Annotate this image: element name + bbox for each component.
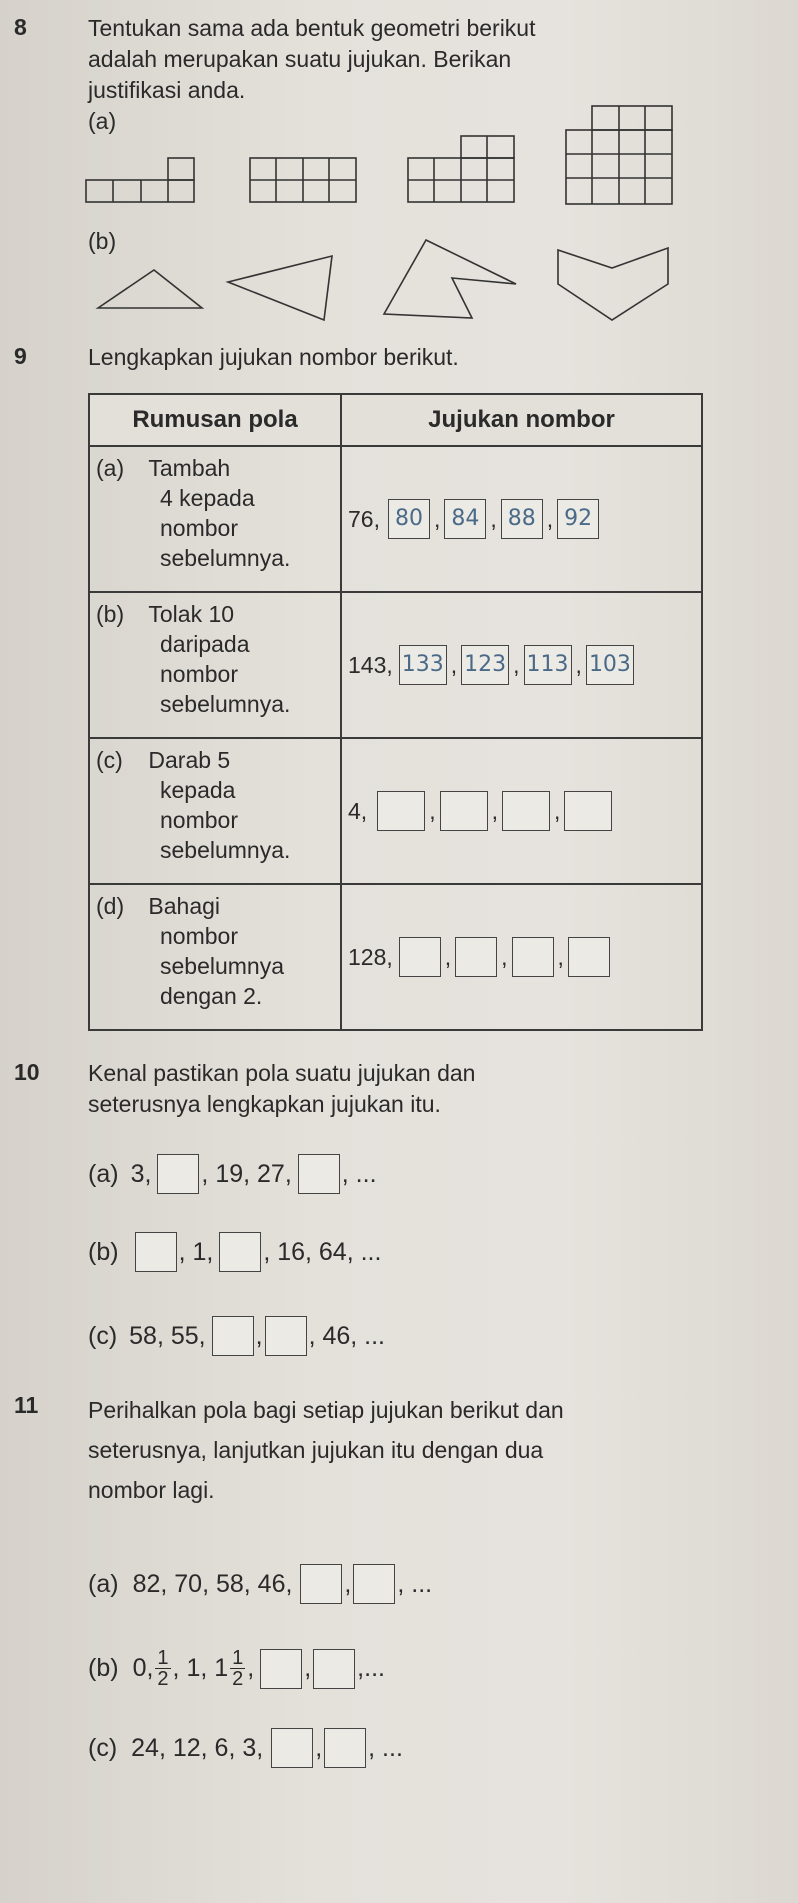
grid-shape-3 (408, 136, 516, 206)
question-9-text: Lengkapkan jujukan nombor berikut. (88, 344, 459, 370)
sequence-cell: 76, 80 , 84 , 88 , 92 (341, 446, 702, 592)
sequence-cell: 143, 133 , 123 , 113 , 103 (341, 592, 702, 738)
rule-line: sebelumnya. (160, 545, 291, 571)
table-row (89, 884, 702, 1030)
grid-shape-1 (86, 158, 198, 204)
rule-line: Tolak 10 (148, 601, 235, 627)
item-label: (b) (88, 1654, 119, 1682)
seq-text: , 16, 64, ... (263, 1237, 382, 1266)
answer-box[interactable] (455, 937, 497, 977)
answer-box[interactable] (300, 1564, 342, 1604)
q11-item-a: (a) 82, 70, 58, 46, , , ... (88, 1564, 432, 1604)
sequence-cell: 4, , , , (341, 738, 702, 884)
question-9-number: 9 (14, 343, 27, 369)
q10-item-c (88, 1316, 385, 1356)
q10-line-1: Kenal pastikan pola suatu jujukan dan (88, 1060, 476, 1086)
arrow-pentagon-shape (382, 238, 522, 322)
answer-box[interactable] (219, 1232, 261, 1272)
q8-part-a-label: (a) (88, 108, 117, 134)
seq-text: 0, (132, 1654, 154, 1682)
answer-box[interactable] (324, 1728, 366, 1768)
q11-line-1: Perihalkan pola bagi setiap jujukan berikut dan (88, 1397, 564, 1423)
row-part-label: (c) (96, 747, 123, 773)
question-8-text (88, 13, 536, 106)
rule-cell (89, 592, 341, 738)
rule-line: sebelumnya (160, 953, 285, 979)
answer-box[interactable]: 123 (461, 645, 509, 685)
answer-box[interactable] (265, 1316, 307, 1356)
rule-line: nombor (160, 661, 238, 687)
q8-line-2: adalah merupakan suatu jujukan. Berikan (88, 46, 512, 72)
answer-box[interactable] (399, 937, 441, 977)
row-part-label: (a) (96, 455, 125, 481)
seq-text: , (255, 1321, 263, 1350)
grid-shape-4 (566, 106, 676, 206)
answer-box[interactable] (271, 1728, 313, 1768)
sequence-start: 76, (348, 505, 380, 532)
answer-box[interactable] (353, 1564, 395, 1604)
rule-line: sebelumnya. (160, 837, 291, 863)
item-label: (c) (88, 1321, 118, 1350)
q10-item-a (88, 1154, 377, 1194)
q11-line-3: nombor lagi. (88, 1477, 215, 1503)
q11-line-2: seterusnya, lanjutkan jujukan itu dengan dua (88, 1437, 544, 1463)
sequence-start: 128, (348, 943, 393, 970)
seq-text: , 46, ... (308, 1321, 385, 1350)
answer-box[interactable]: 88 (501, 499, 543, 539)
answer-box[interactable] (512, 937, 554, 977)
seq-text: 24, 12, 6, 3, (131, 1733, 264, 1762)
seq-text: , 19, 27, (201, 1159, 292, 1188)
q11-item-c: (c) 24, 12, 6, 3, , , ... (88, 1728, 403, 1768)
answer-box[interactable] (313, 1649, 355, 1689)
table-header-row (89, 394, 702, 446)
rule-line: nombor (160, 923, 238, 949)
rule-line: nombor (160, 807, 238, 833)
fraction-half: $\frac{1}{2}$ (232, 1647, 244, 1690)
answer-box[interactable] (440, 791, 488, 831)
rule-line: sebelumnya. (160, 691, 291, 717)
answer-box[interactable]: 103 (586, 645, 634, 685)
rule-line: Bahagi (148, 893, 221, 919)
grid-shape-2 (250, 158, 358, 204)
sequence-start: 4, (348, 797, 368, 824)
item-label: (a) (88, 1569, 119, 1598)
answer-box[interactable] (568, 937, 610, 977)
table-row (89, 738, 702, 884)
rule-line: kepada (160, 777, 236, 803)
answer-box[interactable]: 133 (399, 645, 447, 685)
quadrilateral-shape (226, 254, 336, 324)
seq-text: 58, 55, (129, 1321, 206, 1350)
row-part-label: (d) (96, 893, 125, 919)
answer-box[interactable] (564, 791, 612, 831)
rule-line: Darab 5 (148, 747, 231, 773)
rule-line: nombor (160, 515, 238, 541)
rule-cell (89, 738, 341, 884)
sequence-cell: 128, , , , (341, 884, 702, 1030)
hexagon-shape (556, 246, 672, 324)
answer-box[interactable] (212, 1316, 254, 1356)
sequence-start: 143, (348, 651, 393, 678)
rule-line: Tambah (148, 455, 231, 481)
question-10-text (88, 1058, 475, 1120)
seq-text: , ... (368, 1733, 403, 1762)
seq-text: , 1, 1 (172, 1654, 229, 1682)
seq-text: , ... (341, 1159, 377, 1188)
answer-box[interactable] (502, 791, 550, 831)
question-11-number: 11 (14, 1392, 39, 1418)
answer-box[interactable]: 92 (557, 499, 599, 539)
item-label: (a) (88, 1159, 119, 1188)
answer-box[interactable]: 80 (388, 499, 430, 539)
answer-box[interactable] (260, 1649, 302, 1689)
sequence-table (88, 393, 703, 1031)
rule-line: 4 kepada (160, 485, 255, 511)
seq-text: , 1, (178, 1237, 214, 1266)
q8-part-b-label: (b) (88, 228, 117, 254)
seq-text: , ... (397, 1569, 433, 1598)
item-label: (c) (88, 1733, 118, 1762)
seq-text: 3, (130, 1159, 152, 1188)
triangle-shape (96, 268, 206, 312)
answer-box[interactable] (135, 1232, 177, 1272)
question-8-number: 8 (14, 14, 27, 40)
answer-box[interactable] (377, 791, 425, 831)
seq-text: 82, 70, 58, 46, (132, 1569, 293, 1598)
table-row (89, 446, 702, 592)
rule-line: daripada (160, 631, 250, 657)
q10-line-2: seterusnya lengkapkan jujukan itu. (88, 1091, 441, 1117)
q8-line-3: justifikasi anda. (88, 77, 246, 103)
header-jujukan-nombor: Jujukan nombor (341, 394, 702, 446)
item-label: (b) (88, 1237, 119, 1266)
row-part-label: (b) (96, 601, 125, 627)
answer-box[interactable]: 84 (444, 499, 486, 539)
answer-box[interactable] (298, 1154, 340, 1194)
seq-text: ,... (357, 1654, 385, 1682)
table-row (89, 592, 702, 738)
answer-box[interactable]: 113 (524, 645, 572, 685)
q10-item-b (88, 1232, 381, 1272)
question-10-number: 10 (14, 1059, 40, 1085)
rule-line: dengan 2. (160, 983, 263, 1009)
rule-cell (89, 446, 341, 592)
fraction-half: $\frac{1}{2}$ (157, 1647, 169, 1690)
q11-item-b: (b) 0, $\frac{1}{2}$ , 1, 1 $\frac{1}{2}$ , , ,... (88, 1647, 385, 1690)
header-rumusan-pola: Rumusan pola (89, 394, 341, 446)
rule-cell (89, 884, 341, 1030)
question-11-text (88, 1390, 564, 1510)
answer-box[interactable] (157, 1154, 199, 1194)
q8-line-1: Tentukan sama ada bentuk geometri berikut (88, 15, 536, 41)
